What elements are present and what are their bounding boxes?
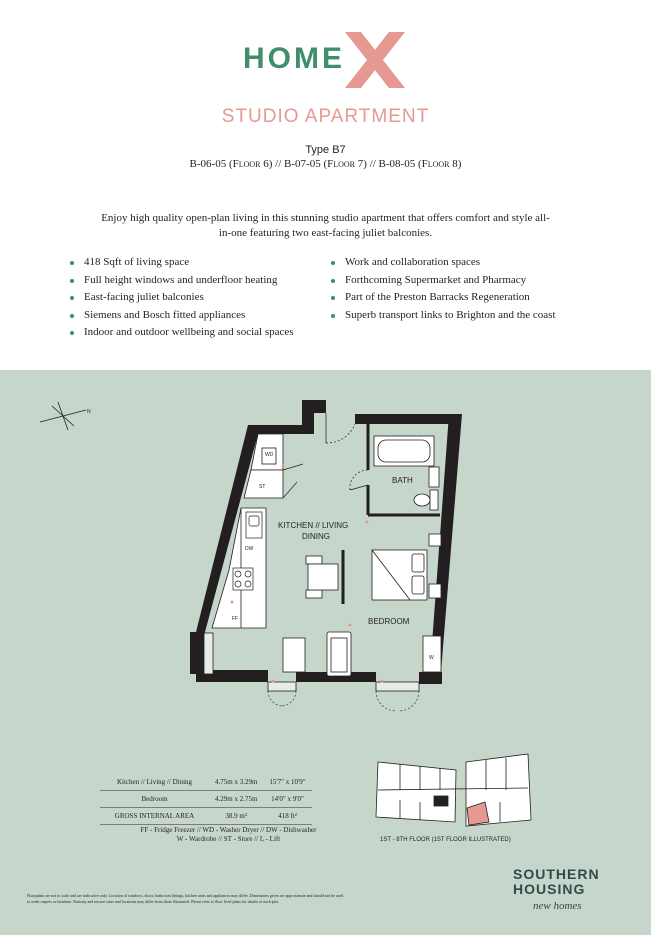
legend-line: W - Wardrobe // ST - Store // L - Lift [176,835,281,843]
balcony-rail-2 [376,682,419,691]
room-label-kitchen: KITCHEN // LIVING [278,521,349,530]
dimensions-table [100,774,312,825]
legend-line: FF - Fridge Freezer // WD - Washer Dryer // DW - Dishwasher [140,826,317,834]
entrance-door [326,413,355,443]
feature-item: East-facing juliet balconies [70,289,294,307]
coffee-table-icon [283,638,305,672]
feature-item: Work and collaboration spaces [331,254,556,272]
table-row [100,791,312,808]
balcony-rail-1 [268,682,296,691]
intro-text: Enjoy high quality open-plan living in this stunning studio apartment that offers comfort and style all-in-one featuring two east-facing juliet balconies. [101,212,550,239]
room-label-dining: DINING [302,532,330,541]
southern-housing-logo [513,867,600,897]
header-section [0,0,651,370]
room-label-bedroom: BEDROOM [368,617,410,626]
basin-icon [429,467,439,487]
label-dw: DW [245,546,254,552]
feature-item: Siemens and Bosch fitted appliances [70,307,294,325]
homex-logo [243,30,413,90]
table-cell-metric: 4.29m x 2.75m [209,791,263,808]
table-cell-imperial: 418 ft² [263,808,311,825]
disclaimer-text: Floorplans are not to scale and are indicative only. Location of windows, doors, bathroom fittings, kitchen units and appliances may differ. Dimensions given are approximate and should not be used to order carpets or furniture. Balcony and terrace sizes and locations may differ from those illustrated. Please refer to floor level plans for details of each plot. [27,893,344,904]
label-st: ST [259,484,266,490]
logo-line: HOUSING [513,881,586,897]
abbreviation-legend [100,826,357,844]
label-w: W [429,655,434,661]
features-list-left [70,254,294,342]
key-plan [376,754,531,826]
dining-table-icon [306,556,338,598]
balcony-rail-left [204,633,213,674]
table-cell-room: Kitchen // Living // Dining [100,774,209,791]
feature-item: Forthcoming Supermarket and Pharmacy [331,272,556,290]
feature-item: 418 Sqft of living space [70,254,294,272]
logo-subtitle: new homes [533,900,582,912]
floorplan [0,370,651,935]
feature-item: Full height windows and underfloor heating [70,272,294,290]
logo-line: SOUTHERN [513,866,600,882]
logo-x-mark [343,30,407,90]
apartment-type: Type B7 [305,144,346,156]
feature-item: Superb transport links to Brighton and the coast [331,307,556,325]
room-label-bath: BATH [392,476,413,485]
key-plan-caption: 1ST - 8TH FLOOR (1ST FLOOR ILLUSTRATED) [380,837,511,843]
bathtub-icon [374,436,434,466]
table-cell-metric: 4.75m x 3.29m [209,774,263,791]
compass-label: N [87,409,91,415]
table-cell-room: Bedroom [100,791,209,808]
bath-door [350,470,368,490]
label-wd: WD [265,452,274,458]
table-cell-imperial: 15'7" x 10'9" [263,774,311,791]
toilet-icon [414,490,438,510]
features-list-right [331,254,556,324]
table-cell-metric: 38.9 m² [209,808,263,825]
feature-item: Part of the Preston Barracks Regeneration [331,289,556,307]
table-cell-room: GROSS INTERNAL AREA [100,808,209,825]
hob-icon [233,568,253,590]
page-title: STUDIO APARTMENT [221,106,430,127]
wardrobe-unit [423,636,441,672]
table-row [100,774,312,791]
table-row [100,808,312,825]
feature-item: Indoor and outdoor wellbeing and social spaces [70,324,294,342]
logo-text: HOME [243,42,345,75]
table-cell-imperial: 14'0" x 9'0" [263,791,311,808]
plot-numbers: B-06-05 (Floor 6) // B-07-05 (Floor 7) // B-08-05 (Floor 8) [189,158,462,170]
compass-icon [40,402,91,430]
bed-icon [372,534,441,600]
label-ff: FF [232,616,239,622]
